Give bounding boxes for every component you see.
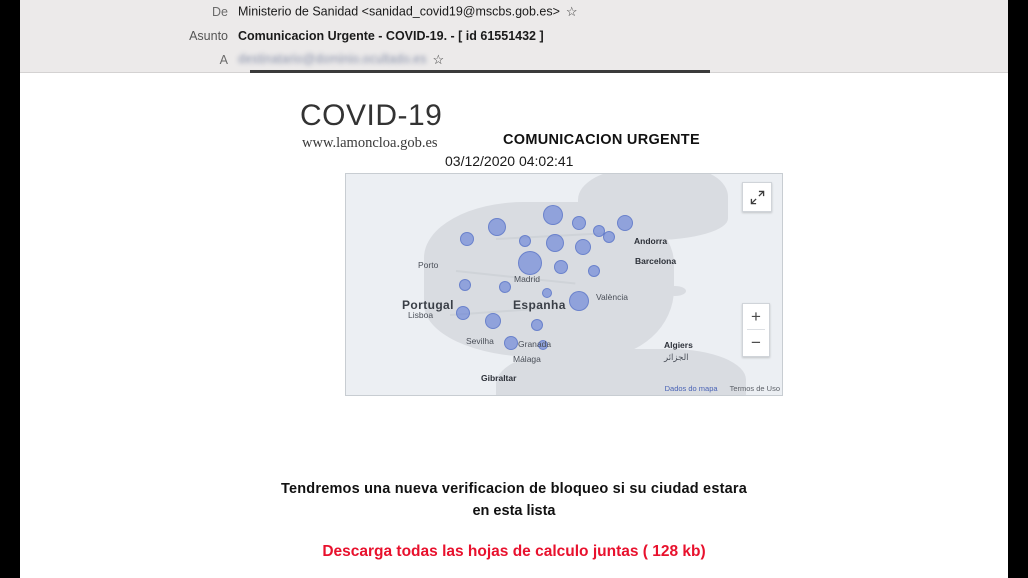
map-case-marker xyxy=(499,281,511,293)
subject-value: Comunicacion Urgente - COVID-19. - [ id 61551432 ] xyxy=(238,29,544,43)
map-zoom-controls[interactable] xyxy=(742,303,770,357)
left-letterbox-bar xyxy=(0,0,20,578)
map-case-marker xyxy=(531,319,543,331)
map-landmass-balearics xyxy=(664,286,686,296)
map-case-marker xyxy=(569,291,589,311)
map-case-marker xyxy=(546,234,564,252)
subject-label: Asunto xyxy=(189,29,228,43)
map-place-label: Barcelona xyxy=(635,256,677,266)
map-place-label: Porto xyxy=(418,260,439,270)
page-title: COVID-19 xyxy=(300,99,443,132)
map-place-label: Portugal xyxy=(402,298,454,312)
urgent-heading: COMUNICACION URGENTE xyxy=(503,132,700,148)
map-case-marker xyxy=(456,306,470,320)
map-case-marker xyxy=(543,205,563,225)
map-terms-link[interactable]: Termos de Uso xyxy=(729,384,780,393)
map-place-label: Granada xyxy=(518,339,552,349)
map-place-label: Sevilha xyxy=(466,336,494,346)
map-place-label: Lisboa xyxy=(408,310,434,320)
map-case-marker xyxy=(519,235,531,247)
map-case-marker xyxy=(460,232,474,246)
notice-line-1: Tendremos una nueva verificacion de bloqueo si su ciudad estara xyxy=(281,481,747,497)
email-from-row xyxy=(20,0,1008,24)
map-case-marker xyxy=(518,251,542,275)
map-case-marker xyxy=(488,218,506,236)
map-place-label: Gibraltar xyxy=(481,373,517,383)
map-widget[interactable] xyxy=(345,173,783,396)
email-body-panel xyxy=(20,73,1008,578)
from-value xyxy=(238,4,578,20)
timestamp: 03/12/2020 04:02:41 xyxy=(445,153,574,169)
download-link[interactable]: Descarga todas las hojas de calculo juntas ( 128 kb) xyxy=(322,543,706,560)
map-case-marker xyxy=(572,216,586,230)
map-place-label: Málaga xyxy=(513,354,541,364)
map-place-label: Algiers xyxy=(664,340,693,350)
map-place-label: Madrid xyxy=(514,274,540,284)
to-label: A xyxy=(219,53,228,67)
map-case-marker xyxy=(542,288,552,298)
map-place-label: Andorra xyxy=(634,236,668,246)
map-footer xyxy=(665,384,780,393)
map-case-marker xyxy=(504,336,518,350)
map-case-marker xyxy=(603,231,615,243)
map-case-marker xyxy=(588,265,600,277)
from-label: De xyxy=(212,5,228,19)
email-to-row xyxy=(20,48,1008,72)
to-value xyxy=(238,52,444,68)
notice-line-2: en esta lista xyxy=(472,503,556,519)
map-attribution-link[interactable]: Dados do mapa xyxy=(664,384,718,393)
zoom-out-button[interactable]: − xyxy=(751,332,761,352)
email-header-panel xyxy=(20,0,1008,73)
map-case-marker xyxy=(485,313,501,329)
map-case-marker xyxy=(617,215,633,231)
map-case-marker xyxy=(575,239,591,255)
map-case-marker xyxy=(459,279,471,291)
email-subject-row xyxy=(20,24,1008,48)
from-address-text: Ministerio de Sanidad <sanidad_covid19@mscbs.gob.es> xyxy=(238,4,560,19)
map-place-label: الجزائر xyxy=(664,352,689,362)
star-icon-to[interactable]: ☆ xyxy=(432,52,445,67)
star-icon[interactable]: ☆ xyxy=(565,4,578,19)
map-case-marker xyxy=(554,260,568,274)
zoom-in-button[interactable]: + xyxy=(751,306,761,326)
map-place-label: Espanha xyxy=(513,298,566,312)
to-address-redacted: destinatario@dominio.ocultado.es xyxy=(238,52,427,67)
map-place-label: València xyxy=(596,292,628,302)
right-letterbox-bar xyxy=(1008,0,1028,578)
source-url: www.lamoncloa.gob.es xyxy=(302,135,438,151)
expand-arrows-icon[interactable] xyxy=(742,182,772,212)
